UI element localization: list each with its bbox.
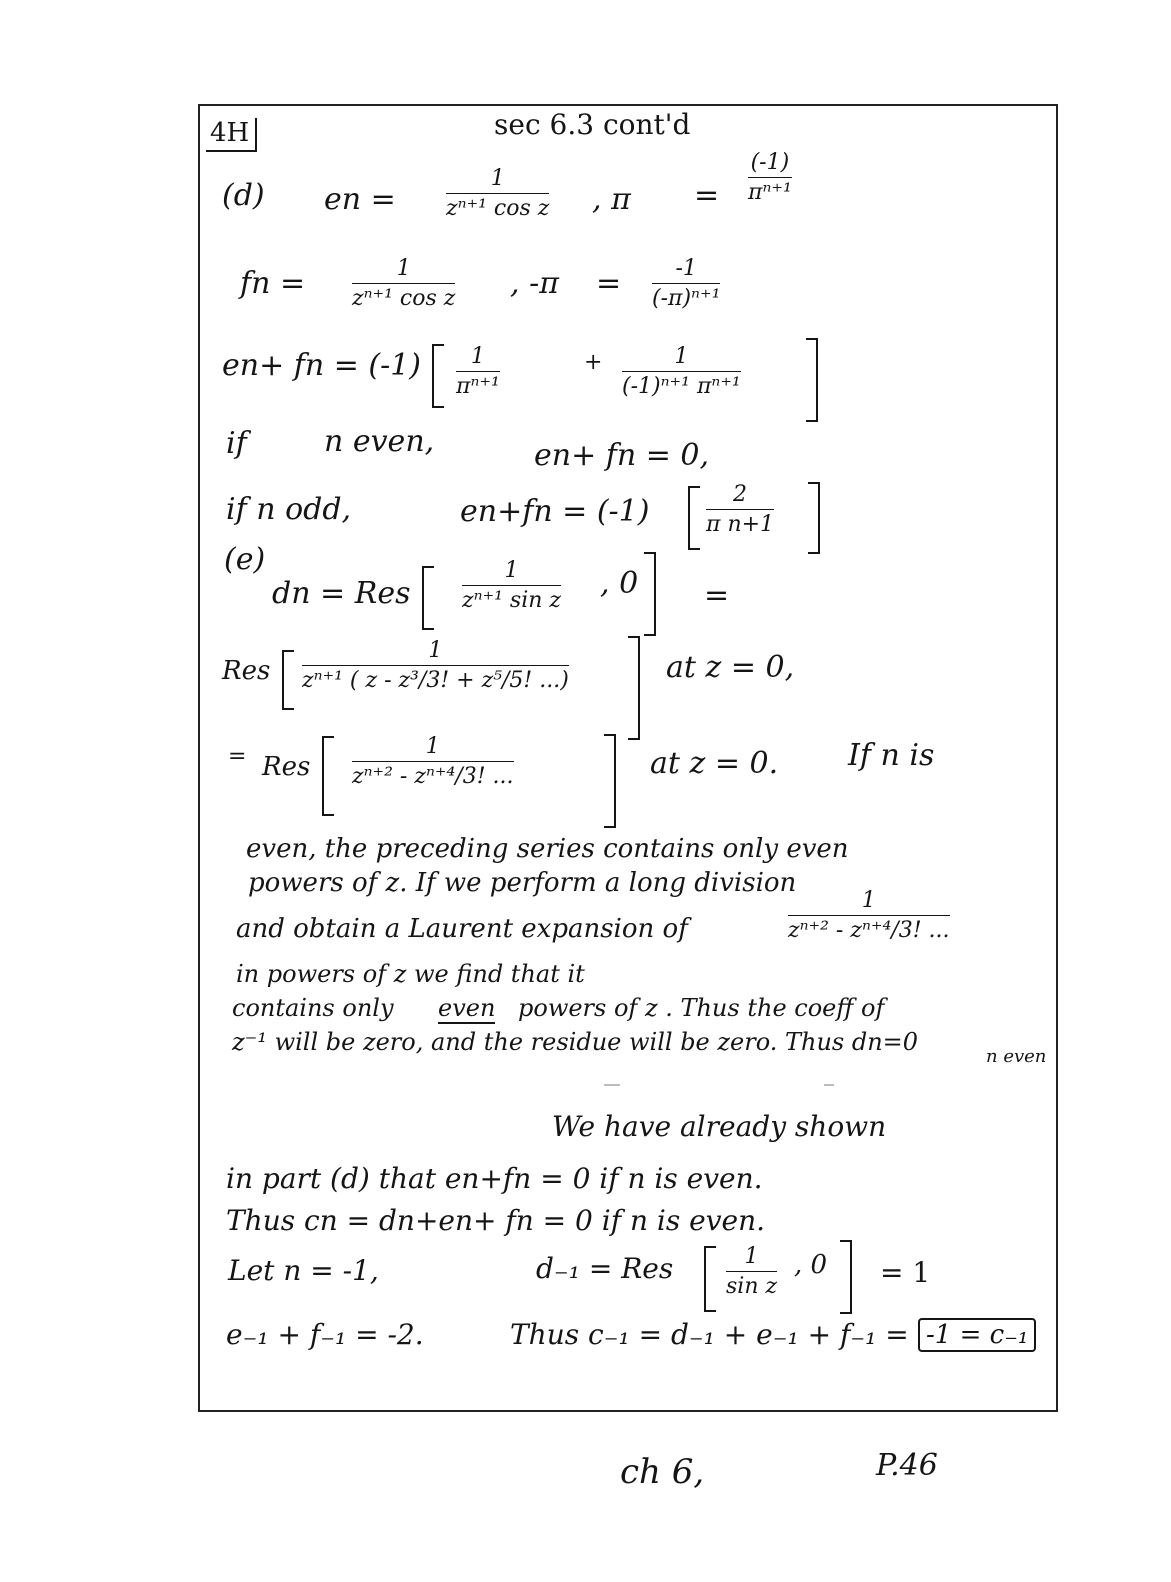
- para-line-6-subscript: n even: [986, 1046, 1047, 1067]
- sum-plus: +: [584, 350, 603, 375]
- sum-fraction-1: [456, 344, 500, 400]
- fn-result-fraction: [652, 256, 720, 312]
- sum-bar-2: [622, 371, 741, 372]
- conclusion-line-4-lhs: Let n = -1,: [228, 1254, 379, 1287]
- part-d-label: (d): [222, 178, 265, 213]
- res1-denominator: zⁿ⁺¹ ( z - z³/3! + z⁵/5! ...): [302, 668, 569, 694]
- res1-lhs: Res: [222, 656, 271, 686]
- para-fraction-bar: [788, 915, 950, 916]
- odd-bar: [706, 509, 774, 510]
- fn-result-numerator: -1: [675, 256, 697, 281]
- en-fraction-bar: [446, 193, 549, 194]
- line4-right-bracket: [840, 1240, 852, 1314]
- en-denominator: zⁿ⁺¹ cos z: [446, 196, 550, 222]
- part-e-label: (e): [224, 542, 266, 577]
- res1-numerator: 1: [428, 638, 443, 663]
- dn-point: , 0: [600, 566, 639, 601]
- frame-right-line: [1056, 104, 1058, 1412]
- odd-numerator: 2: [733, 482, 748, 507]
- conclusion-line-4-mid: d₋₁ = Res: [536, 1252, 674, 1285]
- sum-left-bracket: [432, 344, 444, 408]
- line4-numerator: 1: [744, 1244, 759, 1269]
- dn-fraction: [462, 558, 561, 614]
- even-result: en+ fn = 0,: [534, 438, 710, 473]
- section-header: sec 6.3 cont'd: [494, 108, 691, 141]
- res2-right-bracket: [604, 734, 616, 828]
- fn-fraction: [352, 256, 455, 312]
- para-line-6: z⁻¹ will be zero, and the residue will be zero. Thus dn=0: [232, 1028, 919, 1056]
- dn-numerator: 1: [504, 558, 519, 583]
- fn-result-denominator: (-π)ⁿ⁺¹: [652, 286, 721, 312]
- conclusion-line-5-lhs: e₋₁ + f₋₁ = -2.: [226, 1318, 424, 1351]
- en-result-denominator: πⁿ⁺¹: [748, 180, 792, 206]
- para-line-4: in powers of z we find that it: [236, 960, 585, 988]
- dn-equals: =: [704, 578, 730, 613]
- odd-left-bracket: [688, 486, 700, 550]
- conclusion-line-5-mid: Thus c₋₁ = d₋₁ + e₋₁ + f₋₁ =: [510, 1318, 909, 1351]
- frame-left-line: [198, 104, 200, 1412]
- en-numerator: 1: [490, 166, 505, 191]
- en-result-numerator: (-1): [750, 150, 790, 175]
- res2-numerator: 1: [425, 734, 440, 759]
- en-fraction: [446, 166, 549, 222]
- footer-chapter: ch 6,: [620, 1452, 705, 1492]
- para-line-5c: powers of z . Thus the coeff of: [518, 994, 885, 1022]
- sum-numerator-2: 1: [674, 344, 689, 369]
- if-even-label: if: [226, 426, 247, 461]
- en-lhs: en =: [324, 182, 396, 217]
- divider-dash-1: [604, 1084, 620, 1086]
- res2-if: If n is: [848, 738, 935, 773]
- sum-right-bracket: [806, 338, 818, 422]
- odd-denominator: π n+1: [706, 512, 775, 538]
- conclusion-line-3: Thus cn = dn+en+ fn = 0 if n is even.: [226, 1204, 766, 1237]
- odd-fraction: [706, 482, 774, 538]
- res1-right-bracket: [628, 636, 640, 740]
- en-equals: =: [694, 178, 720, 213]
- fn-point: , -π: [510, 266, 559, 301]
- line4-fraction: [726, 1244, 777, 1300]
- dn-right-bracket: [644, 552, 656, 636]
- sum-denominator-1: πⁿ⁺¹: [456, 374, 500, 400]
- para-fraction-denominator: zⁿ⁺² - zⁿ⁺⁴/3! ...: [788, 918, 950, 944]
- page-label: 4H: [206, 118, 257, 152]
- res2-lhs: Res: [262, 752, 311, 782]
- dn-left-bracket: [422, 566, 434, 630]
- para-line-2: powers of z. If we perform a long division: [248, 868, 797, 898]
- sum-fraction-2: [622, 344, 741, 400]
- res1-fraction: [302, 638, 569, 694]
- dn-lhs: dn = Res: [272, 576, 411, 611]
- res1-at: at z = 0,: [666, 650, 795, 685]
- para-line-5b-even: even: [438, 994, 496, 1022]
- fn-numerator: 1: [396, 256, 411, 281]
- fn-fraction-bar: [352, 283, 455, 284]
- dn-bar: [462, 585, 561, 586]
- fn-equals: =: [596, 266, 622, 301]
- fn-denominator: zⁿ⁺¹ cos z: [352, 286, 456, 312]
- conclusion-line-2: in part (d) that en+fn = 0 if n is even.: [226, 1162, 763, 1195]
- sum-bar-1: [456, 371, 500, 372]
- fn-result-bar: [652, 283, 720, 284]
- frame-top-line: [198, 104, 1058, 106]
- line4-point: , 0: [794, 1250, 828, 1280]
- para-line-1: even, the preceding series contains only even: [246, 834, 849, 864]
- sum-lhs: en+ fn = (-1): [222, 348, 422, 383]
- if-odd-label: if n odd,: [226, 492, 352, 527]
- conclusion-line-1: We have already shown: [552, 1110, 887, 1143]
- odd-right-bracket: [808, 482, 820, 554]
- divider-dash-2: [824, 1084, 834, 1086]
- para-fraction-numerator: 1: [861, 888, 876, 913]
- para-fraction: [788, 888, 950, 944]
- final-answer-box: -1 = c₋₁: [918, 1318, 1036, 1352]
- para-line-5a: contains only: [232, 994, 394, 1022]
- res2-equals: =: [228, 744, 247, 769]
- res2-left-bracket: [322, 736, 334, 816]
- sum-denominator-2: (-1)ⁿ⁺¹ πⁿ⁺¹: [622, 374, 741, 400]
- line4-denominator: sin z: [726, 1274, 778, 1300]
- odd-result: en+fn = (-1): [460, 494, 650, 529]
- res2-denominator: zⁿ⁺² - zⁿ⁺⁴/3! ...: [352, 764, 514, 790]
- res1-bar: [302, 665, 569, 666]
- sum-numerator-1: 1: [470, 344, 485, 369]
- footer-page-number: P.46: [876, 1448, 938, 1483]
- en-result-bar: [748, 177, 792, 178]
- line4-equals: = 1: [880, 1256, 931, 1289]
- n-even-label: n even,: [324, 424, 435, 459]
- res1-left-bracket: [282, 650, 294, 710]
- line4-left-bracket: [704, 1246, 716, 1312]
- fn-lhs: fn =: [240, 266, 306, 301]
- frame-bottom-line: [198, 1410, 1058, 1412]
- res2-bar: [352, 761, 514, 762]
- res2-fraction: [352, 734, 514, 790]
- dn-denominator: zⁿ⁺¹ sin z: [462, 588, 562, 614]
- en-point: , π: [592, 182, 631, 217]
- res2-at: at z = 0.: [650, 746, 779, 781]
- line4-bar: [726, 1271, 777, 1272]
- para-line-3: and obtain a Laurent expansion of: [236, 914, 688, 944]
- en-result-fraction: [748, 150, 792, 206]
